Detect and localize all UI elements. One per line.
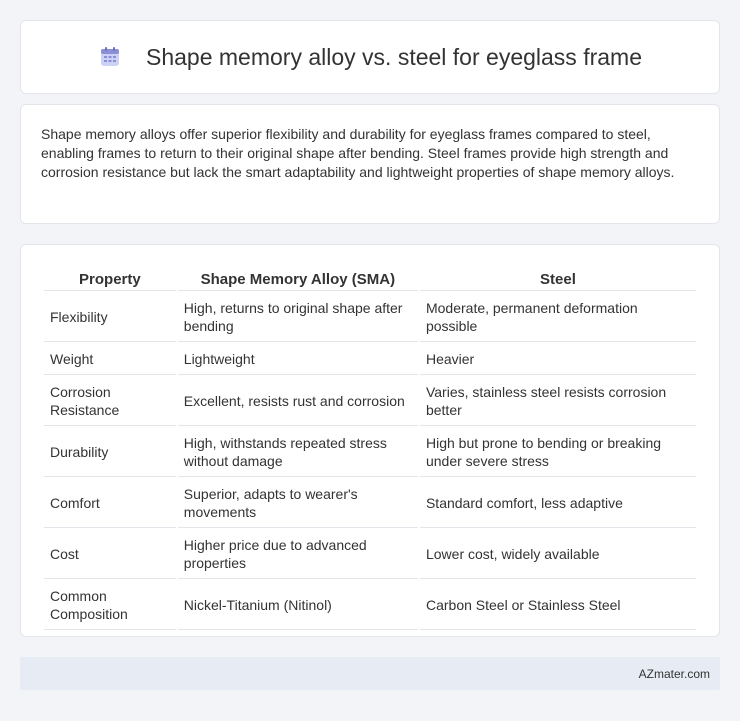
page-title: Shape memory alloy vs. steel for eyeglass frame	[146, 43, 642, 70]
cell-sma: High, returns to original shape after bending	[178, 293, 418, 342]
cell-property: Weight	[44, 344, 176, 375]
title-wrap	[98, 44, 642, 71]
header-property: Property	[44, 267, 176, 291]
calendar-icon	[98, 45, 122, 69]
cell-steel: Lower cost, widely available	[420, 530, 696, 579]
cell-property: Durability	[44, 428, 176, 477]
title-card	[20, 20, 720, 94]
cell-property: Corrosion Resistance	[44, 377, 176, 426]
cell-sma: Superior, adapts to wearer's movements	[178, 479, 418, 528]
header-steel: Steel	[420, 267, 696, 291]
cell-property: Flexibility	[44, 293, 176, 342]
cell-property: Comfort	[44, 479, 176, 528]
cell-sma: Nickel-Titanium (Nitinol)	[178, 581, 418, 630]
cell-steel: Varies, stainless steel resists corrosion better	[420, 377, 696, 426]
table-row	[44, 479, 696, 528]
summary-card	[20, 104, 720, 224]
table-row	[44, 377, 696, 426]
table-row	[44, 293, 696, 342]
table-row	[44, 428, 696, 477]
comparison-table-card	[20, 244, 720, 637]
summary-text: Shape memory alloys offer superior flexibility and durability for eyeglass frames compared to steel, enabling frames to return to their original shape after bending. Steel frames provide high strength and corrosion resistance but lack the smart adaptability and lightweight properties of shape memory alloys.	[41, 126, 675, 180]
table-row	[44, 581, 696, 630]
cell-steel: High but prone to bending or breaking under severe stress	[420, 428, 696, 477]
comparison-table	[42, 265, 698, 632]
cell-sma: Higher price due to advanced properties	[178, 530, 418, 579]
table-header-row	[44, 267, 696, 291]
header-sma: Shape Memory Alloy (SMA)	[178, 267, 418, 291]
table-row	[44, 344, 696, 375]
footer	[20, 657, 720, 690]
table-row	[44, 530, 696, 579]
cell-sma: Excellent, resists rust and corrosion	[178, 377, 418, 426]
cell-steel: Standard comfort, less adaptive	[420, 479, 696, 528]
cell-property: Common Composition	[44, 581, 176, 630]
cell-steel: Moderate, permanent deformation possible	[420, 293, 696, 342]
cell-sma: High, withstands repeated stress without damage	[178, 428, 418, 477]
cell-sma: Lightweight	[178, 344, 418, 375]
cell-steel: Heavier	[420, 344, 696, 375]
cell-steel: Carbon Steel or Stainless Steel	[420, 581, 696, 630]
footer-site-link[interactable]: AZmater.com	[638, 666, 710, 681]
cell-property: Cost	[44, 530, 176, 579]
